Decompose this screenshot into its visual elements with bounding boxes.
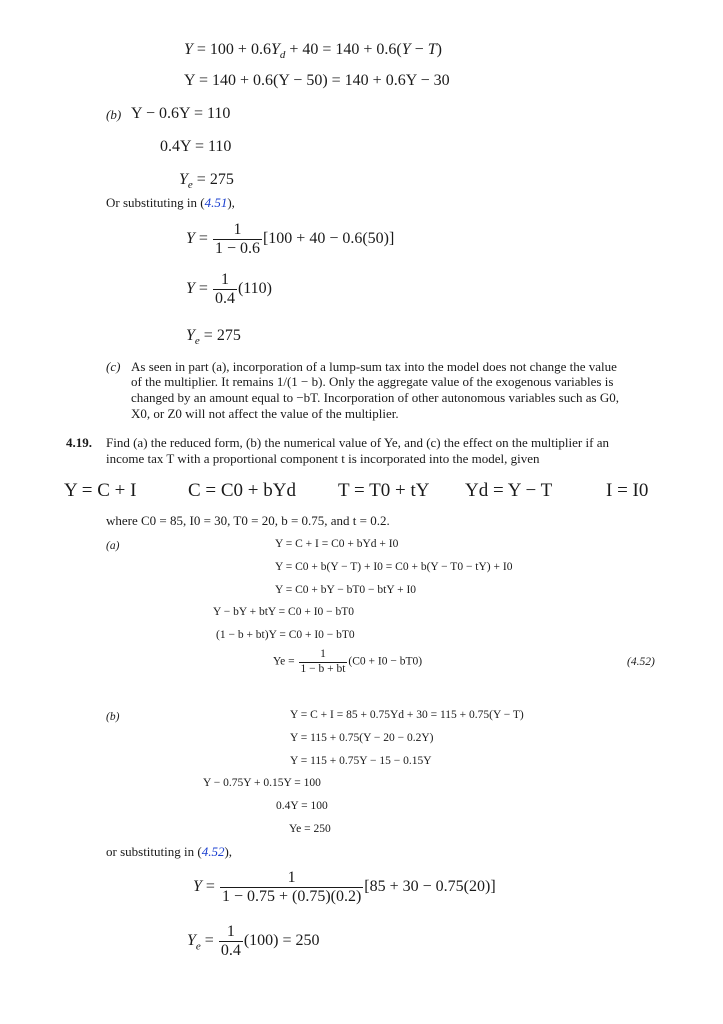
fraction-equation: Y = $\frac{1}{1 - 0.6}$ [100 + 40 − 0.6(50)] [186, 221, 395, 257]
fraction-equation: $Y_e$ = $\frac{1}{0.4}$ (100) = 250 [187, 923, 320, 959]
fraction: $\frac{1}{0.4}$ [220, 923, 241, 959]
fraction: $\frac{1}{0.4}$ [214, 271, 235, 307]
problem-number: 4.19. [66, 435, 92, 450]
fraction: $\frac{1}{1 - b + bt}$ [300, 648, 346, 675]
model-equation: I = I0 [606, 480, 649, 501]
equation-line: Y = C0 + bY − bT0 − btY + I0 [275, 584, 417, 596]
equation-line: Y − 0.75Y + 0.15Y = 100 [203, 777, 321, 789]
paragraph-line: As seen in part (a), incorporation of a lump-sum tax into the model does not change the value [131, 359, 617, 374]
equation-line: Y − bY + btY = C0 + I0 − bT0 [213, 606, 355, 618]
fraction: $\frac{1}{1 - 0.6}$ [214, 221, 260, 257]
equation-line: 0.4Y = 110 [160, 138, 232, 155]
equation-line: Y = C + I = 85 + 0.75Yd + 30 = 115 + 0.75(Y − T) [290, 709, 524, 721]
equation-reference[interactable]: 4.52 [201, 844, 225, 859]
fraction: $\frac{1}{1 - 0.75 + (0.75)(0.2)}$ [221, 869, 362, 905]
equation-line: $Y_e = 275$ [186, 327, 241, 348]
model-equation: Y = C + I [64, 480, 137, 501]
fraction-equation: Y = $\frac{1}{0.4}$ (110) [186, 271, 272, 307]
body-text: Or substituting in (4.51), [106, 195, 235, 210]
fraction-equation: Y = $\frac{1}{1 - 0.75 + (0.75)(0.2)}$ [85 + 30 − 0.75(20)] [193, 869, 496, 905]
paragraph-line: income tax T with a proportional component t is incorporated into the model, given [106, 451, 540, 466]
paragraph-line: Find (a) the reduced form, (b) the numerical value of Ye, and (c) the effect on the multiplier if an [106, 435, 609, 450]
equation-line: Y = C0 + b(Y − T) + I0 = C0 + b(Y − T0 − tY) + I0 [275, 561, 513, 573]
part-label: (b) [106, 711, 120, 723]
model-equation: C = C0 + bYd [188, 480, 296, 501]
fraction-equation: Ye = $\frac{1}{1 - b + bt}$ (C0 + I0 − bT0) [273, 648, 423, 675]
part-label: (a) [106, 540, 120, 552]
paragraph-line: of the multiplier. It remains 1/(1 − b). Only the aggregate value of the exogenous variables is [131, 374, 614, 389]
equation-line: (1 − b + bt)Y = C0 + I0 − bT0 [216, 629, 355, 641]
body-text: or substituting in (4.52), [106, 844, 233, 859]
model-equation: T = T0 + tY [338, 480, 430, 501]
equation-line: 0.4Y = 100 [276, 800, 328, 812]
part-label: (b) [106, 107, 122, 122]
equation-line: $Y_e = 275$ [179, 171, 234, 192]
equation-line: Y − 0.6Y = 110 [131, 105, 231, 122]
paragraph-line: changed by an amount equal to −bT. Incorporation of other autonomous variables such as G0, [131, 390, 619, 405]
equation-reference[interactable]: 4.51 [204, 195, 228, 210]
equation-line: $Y = 100 + 0.6Y_d + 40 = 140 + 0.6(Y - T)$ [184, 41, 442, 62]
equation-line: Y = 140 + 0.6(Y − 50) = 140 + 0.6Y − 30 [184, 72, 450, 89]
paragraph-line: X0, or Z0 will not affect the value of the multiplier. [131, 406, 399, 421]
equation-line: Ye = 250 [289, 823, 331, 835]
equation-tag: (4.52) [627, 656, 655, 668]
equation-line: Y = 115 + 0.75Y − 15 − 0.15Y [290, 755, 432, 767]
part-label: (c) [106, 359, 121, 374]
parameter-values: where C0 = 85, I0 = 30, T0 = 20, b = 0.75, and t = 0.2. [106, 513, 390, 528]
equation-line: Y = C + I = C0 + bYd + I0 [275, 538, 399, 550]
model-equation: Yd = Y − T [465, 480, 553, 501]
equation-line: Y = 115 + 0.75(Y − 20 − 0.2Y) [290, 732, 434, 744]
